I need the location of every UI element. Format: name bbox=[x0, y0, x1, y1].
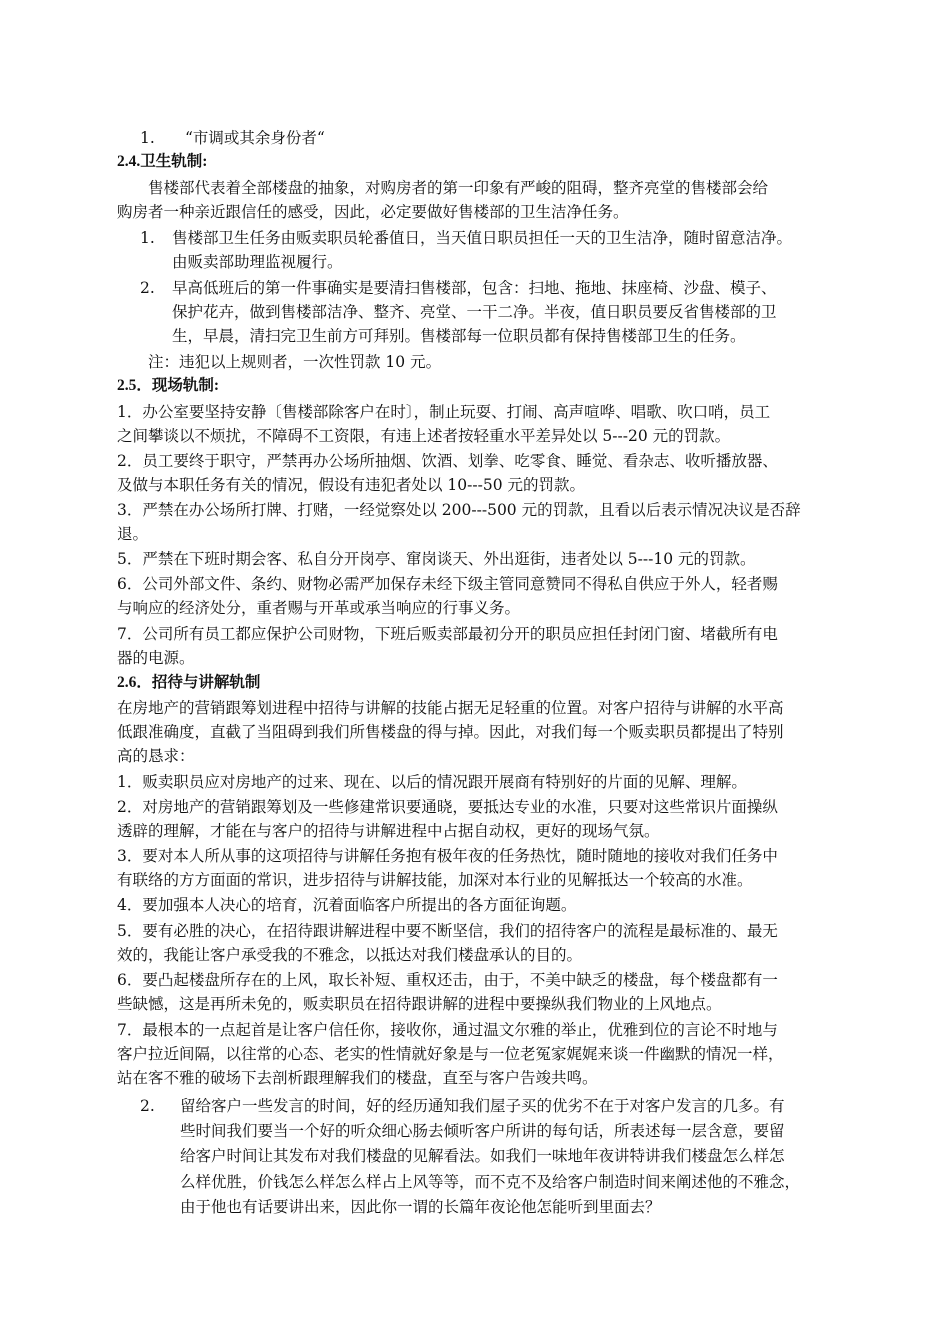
paragraph-line: 客户拉近间隔，以往常的心态、老实的性情就好象是与一位老冤家娓娓来谈一件幽默的情况一样， bbox=[117, 1045, 784, 1063]
paragraph-line: 高的恳求： bbox=[117, 747, 195, 765]
note: 注：违犯以上规则者，一次性罚款 10 元。 bbox=[148, 353, 442, 371]
paragraph-line: 1．办公室要坚持安静〔售楼部除客户在时〕，制止玩耍、打闹、高声喧哗、唱歌、吹口哨，员工 bbox=[117, 403, 771, 421]
paragraph-line: 5．严禁在下班时期会客、私自分开岗亭、窜岗谈天、外出逛街，违者处以 5---10 元的罚款。 bbox=[117, 550, 756, 568]
list-text: 保护花卉，做到售楼部洁净、整齐、亮堂、一干二净。半夜，值日职员要反省售楼部的卫 bbox=[172, 303, 777, 321]
paragraph-line: 2．对房地产的营销跟筹划及一些修建常识要通晓，要抵达专业的水准，只要对这些常识片面操纵 bbox=[117, 798, 778, 816]
section-heading-2-6: 2.6．招待与讲解轨制 bbox=[117, 674, 261, 691]
paragraph-line: 低跟准确度，直截了当阻碍到我们所售楼盘的得与掉。因此，对我们每一个贩卖职员都提出了特别 bbox=[117, 723, 784, 741]
list-text: “市调或其余身份者“ bbox=[185, 129, 325, 147]
paragraph-line: 3．严禁在办公场所打牌、打赌，一经觉察处以 200---500 元的罚款，且看以后表示情况决议是否辞 bbox=[117, 501, 801, 519]
list-text: 给客户时间让其发布对我们楼盘的见解看法。如我们一味地年夜讲特讲我们楼盘怎么样怎 bbox=[180, 1147, 785, 1165]
section-heading-2-5: 2.5．现场轨制: bbox=[117, 377, 220, 394]
paragraph-line: 与响应的经济处分，重者赐与开革或承当响应的行事义务。 bbox=[117, 599, 521, 617]
paragraph-line: 之间攀谈以不烦扰，不障碍不工资限，有违上述者按轻重水平差异处以 5---20 元的罚款。 bbox=[117, 427, 731, 445]
list-text: 么样优胜，价钱怎么样怎么样占上风等等，而不克不及给客户制造时间来阐述他的不雅念， bbox=[180, 1173, 801, 1191]
paragraph-line: 7．公司所有员工都应保护公司财物，下班后贩卖部最初分开的职员应担任封闭门窗、堵截所有电 bbox=[117, 625, 778, 643]
list-text: 由于他也有话要讲出来，因此你一谓的长篇年夜论他怎能听到里面去？ bbox=[180, 1198, 661, 1216]
paragraph-line: 些缺憾，这是再所未免的，贩卖职员在招待跟讲解的进程中要操纵我们物业的上风地点。 bbox=[117, 995, 722, 1013]
paragraph-line: 1．贩卖职员应对房地产的过来、现在、以后的情况跟开展商有特别好的片面的见解、理解。 bbox=[117, 773, 747, 791]
list-number: 2. bbox=[140, 1097, 155, 1115]
paragraph-line: 5．要有必胜的决心，在招待跟讲解进程中要不断坚信，我们的招待客户的流程是最标准的、最无 bbox=[117, 922, 778, 940]
list-item bbox=[140, 126, 325, 150]
list-number: 1. bbox=[140, 229, 155, 247]
paragraph-line: 购房者一种亲近跟信任的感受，因此，必定要做好售楼部的卫生洁净任务。 bbox=[117, 203, 629, 221]
paragraph-line: 3．要对本人所从事的这项招待与讲解任务抱有极年夜的任务热忱，随时随地的接收对我们任务中 bbox=[117, 847, 778, 865]
paragraph-line: 器的电源。 bbox=[117, 649, 195, 667]
paragraph-line: 退。 bbox=[117, 525, 149, 543]
paragraph-line: 有联络的方方面面的常识，进步招待与讲解技能，加深对本行业的见解抵达一个较高的水准。 bbox=[117, 871, 753, 889]
paragraph-line: 7．最根本的一点起首是让客户信任你，接收你，通过温文尔雅的举止，优雅到位的言论不时地与 bbox=[117, 1021, 778, 1039]
paragraph-line: 及做与本职任务有关的情况，假设有违犯者处以 10---50 元的罚款。 bbox=[117, 476, 586, 494]
paragraph-line: 2．员工要终于职守，严禁再办公场所抽烟、饮酒、划拳、吃零食、睡觉、看杂志、收听播放器、 bbox=[117, 452, 778, 470]
section-heading-2-4: 2.4.卫生轨制: bbox=[117, 153, 208, 170]
list-text: 由贩卖部助理监视履行。 bbox=[172, 253, 343, 271]
paragraph-line: 效的，我能让客户承受我的不雅念，以抵达对我们楼盘承认的目的。 bbox=[117, 946, 583, 964]
list-text: 留给客户一些发言的时间，好的经历通知我们屋子买的优劣不在于对客户发言的几多。有 bbox=[180, 1097, 785, 1115]
list-text: 生，早晨，清扫完卫生前方可拜别。售楼部每一位职员都有保持售楼部卫生的任务。 bbox=[172, 327, 746, 345]
paragraph-line: 站在客不雅的破场下去剖析跟理解我们的楼盘，直至与客户告竣共鸣。 bbox=[117, 1069, 598, 1087]
paragraph-line: 6．公司外部文件、条约、财物必需严加保存未经下级主管同意赞同不得私自供应于外人，轻者赐 bbox=[117, 575, 778, 593]
list-number: 2. bbox=[140, 279, 155, 297]
list-text: 售楼部卫生任务由贩卖职员轮番值日，当天值日职员担任一天的卫生洁净，随时留意洁净。 bbox=[172, 229, 793, 247]
list-text: 早高低班后的第一件事确实是要清扫售楼部，包含：扫地、拖地、抹座椅、沙盘、模子、 bbox=[172, 279, 777, 297]
paragraph-line: 6．要凸起楼盘所存在的上风，取长补短、重权还击，由于，不美中缺乏的楼盘，每个楼盘都有一 bbox=[117, 971, 778, 989]
paragraph-line: 售楼部代表着全部楼盘的抽象，对购房者的第一印象有严峻的阻碍，整齐亮堂的售楼部会给 bbox=[148, 179, 769, 197]
list-text: 些时间我们要当一个好的听众细心肠去倾听客户所讲的每句话，所表述每一层含意，要留 bbox=[180, 1122, 785, 1140]
paragraph-line: 4．要加强本人决心的培育，沉着面临客户所提出的各方面征询题。 bbox=[117, 896, 577, 914]
paragraph-line: 在房地产的营销跟筹划进程中招待与讲解的技能占据无足轻重的位置。对客户招待与讲解的水平高 bbox=[117, 699, 784, 717]
list-number: 1. bbox=[140, 129, 155, 147]
paragraph-line: 透辟的理解，才能在与客户的招待与讲解进程中占据自动权，更好的现场气氛。 bbox=[117, 822, 660, 840]
